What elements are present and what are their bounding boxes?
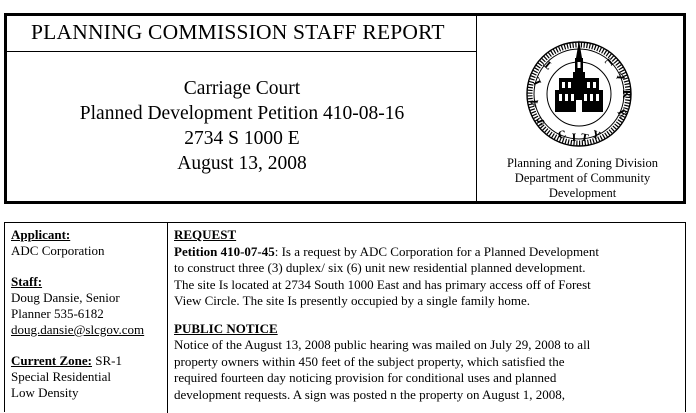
zone-density: Low Density	[11, 385, 79, 400]
main-content	[174, 227, 680, 403]
svg-text:T: T	[542, 57, 555, 71]
request-text-1: : Is a request by ADC Corporation for a Planned Development	[274, 243, 599, 259]
svg-text:L: L	[531, 75, 545, 87]
svg-text:S: S	[535, 115, 548, 129]
svg-text:K: K	[620, 89, 631, 99]
department-name-cont: Development	[548, 186, 617, 200]
report-body	[4, 222, 686, 412]
public-notice-heading: PUBLIC NOTICE	[174, 320, 278, 336]
request-line-1	[174, 244, 680, 261]
svg-text:L: L	[602, 55, 615, 69]
case-info	[7, 76, 477, 176]
notice-line-4: development requests. A sign was posted n the property on August 1, 2008,	[174, 386, 566, 402]
svg-text:A: A	[613, 70, 627, 82]
report-header	[4, 13, 686, 204]
salt-lake-city-seal-icon	[523, 28, 635, 160]
zone-label: Current Zone:	[11, 353, 93, 368]
hearing-date: August 13, 2008	[177, 153, 307, 174]
sidebar	[5, 223, 168, 413]
request-line-3: The site Is located at 2734 South 1000 East and has primary access off of Forest	[174, 276, 591, 292]
division-info	[480, 156, 685, 201]
zone-description: Special Residential	[11, 369, 112, 384]
project-name: Carriage Court	[183, 78, 301, 99]
svg-text:E: E	[614, 107, 628, 120]
project-address: 2734 S 1000 E	[184, 128, 300, 149]
petition-label: Petition 410-07-45	[174, 243, 275, 259]
svg-text:T: T	[579, 132, 590, 145]
request-line-2: to construct three (3) duplex/ six (6) unit new residential planned development.	[174, 260, 586, 275]
report-title: PLANNING COMMISSION STAFF REPORT	[31, 20, 445, 44]
staff-name: Doug Dansie, Senior	[11, 290, 120, 305]
request-line-4: View Circle. The site Is presently occupied by a single family home.	[174, 293, 531, 308]
svg-text:C: C	[557, 129, 568, 142]
svg-text:I: I	[571, 133, 577, 144]
notice-line-2: property owners within 450 feet of the subject property, which satisfied the	[174, 353, 565, 369]
zone-code: SR-1	[95, 353, 122, 368]
staff-label: Staff:	[11, 274, 43, 289]
division-name: Planning and Zoning Division	[506, 156, 659, 170]
title-box	[7, 16, 477, 52]
svg-text:Y: Y	[590, 129, 602, 143]
notice-line-3: required fourteen day noticing provision for conditional uses and planned	[174, 370, 557, 385]
svg-text:A: A	[528, 97, 542, 109]
staff-email-link[interactable]: doug.dansie@slcgov.com	[11, 322, 145, 337]
applicant-label: Applicant:	[11, 227, 71, 242]
zone-row	[11, 353, 167, 369]
staff-phone: Planner 535-6182	[11, 306, 104, 321]
notice-line-1: Notice of the August 13, 2008 public hearing was mailed on July 29, 2008 to all	[174, 337, 591, 352]
applicant-value: ADC Corporation	[11, 243, 105, 258]
petition-title: Planned Development Petition 410-08-16	[79, 103, 405, 124]
request-heading: REQUEST	[174, 227, 237, 242]
department-name: Department of Community	[514, 171, 651, 185]
